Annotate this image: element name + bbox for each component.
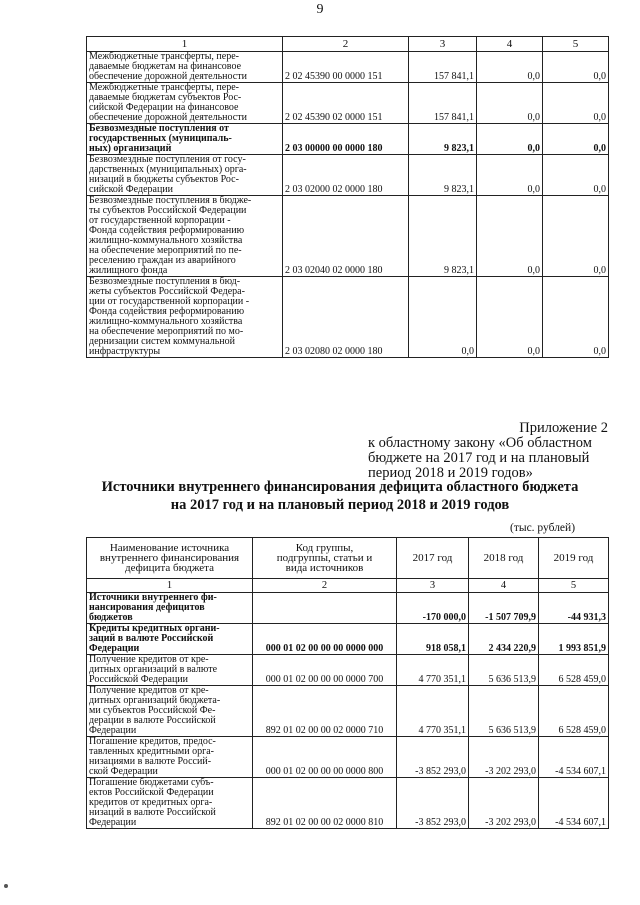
row-code: 2 02 45390 02 0000 151 — [283, 83, 409, 124]
appendix-title: Приложение 2 — [519, 420, 608, 436]
row-value-1: 4 770 351,1 — [397, 655, 469, 686]
row-value-1: 9 823,1 — [409, 155, 477, 196]
appendix-line: период 2018 и 2019 годов» — [368, 465, 533, 481]
appendix-line: к областному закону «Об областном — [368, 435, 592, 451]
table-header-row — [87, 538, 609, 579]
table-row — [87, 686, 609, 737]
row-name: Межбюджетные трансферты, пере- даваемые бюджетам субъектов Рос- сийской Федерации на финансовое обеспечение дорожной деятельности — [87, 83, 283, 124]
row-value-2: 5 636 513,9 — [469, 686, 539, 737]
row-value-2: 0,0 — [477, 52, 543, 83]
row-value-1: 157 841,1 — [409, 83, 477, 124]
section-title-line: Источники внутреннего финансирования дефицита областного бюджета — [101, 479, 579, 495]
column-number: 1 — [87, 579, 253, 593]
table-row — [87, 52, 609, 83]
header-year-2018: 2018 год — [469, 538, 539, 579]
row-value-3: 0,0 — [543, 155, 609, 196]
page-number: 9 — [316, 2, 324, 17]
row-code: 2 03 02000 02 0000 180 — [283, 155, 409, 196]
row-code: 2 03 00000 00 0000 180 — [283, 124, 409, 155]
row-value-2: 2 434 220,9 — [469, 624, 539, 655]
row-value-1: -3 852 293,0 — [397, 737, 469, 778]
row-name: Безвозмездные поступления от госу- дарственных (муниципальных) орга- низаций в бюджеты субъектов Рос- сийской Федерации — [87, 155, 283, 196]
row-value-3: 0,0 — [543, 124, 609, 155]
column-number: 4 — [477, 37, 543, 52]
column-number: 3 — [397, 579, 469, 593]
appendix-note — [368, 421, 608, 481]
appendix-line: бюджете на 2017 год и на плановый — [368, 450, 590, 466]
row-value-3: 0,0 — [543, 52, 609, 83]
row-value-3: 0,0 — [543, 277, 609, 358]
column-number: 3 — [409, 37, 477, 52]
scan-dot — [4, 884, 8, 888]
row-value-3: -44 931,3 — [539, 593, 609, 624]
column-number: 2 — [253, 579, 397, 593]
row-value-3: -4 534 607,1 — [539, 737, 609, 778]
row-name: Межбюджетные трансферты, пере- даваемые бюджетам на финансовое обеспечение дорожной деятельности — [87, 52, 283, 83]
row-name: Погашение бюджетами субъ- ектов Российской Федерации кредитов от кредитных орга- низаций в валюте Российской Федерации — [87, 778, 253, 829]
table-row — [87, 124, 609, 155]
table-header-row — [87, 37, 609, 52]
table-row — [87, 624, 609, 655]
row-value-2: -3 202 293,0 — [469, 737, 539, 778]
header-year-2017: 2017 год — [397, 538, 469, 579]
row-name: Кредиты кредитных органи- заций в валюте Российской Федерации — [87, 624, 253, 655]
section-title-line: на 2017 год и на плановый период 2018 и 2019 годов — [170, 497, 510, 513]
row-name: Получение кредитов от кре- дитных организаций в валюте Российской Федерации — [87, 655, 253, 686]
column-number: 5 — [539, 579, 609, 593]
row-value-3: 6 528 459,0 — [539, 655, 609, 686]
row-value-3: 1 993 851,9 — [539, 624, 609, 655]
row-value-1: 157 841,1 — [409, 52, 477, 83]
table-row — [87, 655, 609, 686]
row-code: 2 03 02040 02 0000 180 — [283, 196, 409, 277]
row-value-1: 918 058,1 — [397, 624, 469, 655]
row-name: Источники внутреннего фи- нансирования дефицитов бюджетов — [87, 593, 253, 624]
column-number: 2 — [283, 37, 409, 52]
row-value-3: 0,0 — [543, 196, 609, 277]
row-code: 2 03 02080 02 0000 180 — [283, 277, 409, 358]
row-code: 000 01 02 00 00 00 0000 000 — [253, 624, 397, 655]
table-row — [87, 155, 609, 196]
table-row — [87, 778, 609, 829]
section-title — [80, 478, 600, 514]
header-year-2019: 2019 год — [539, 538, 609, 579]
row-value-2: 0,0 — [477, 83, 543, 124]
column-number: 1 — [87, 37, 283, 52]
row-code — [253, 593, 397, 624]
column-numbers-row — [87, 579, 609, 593]
table-row — [87, 277, 609, 358]
row-name: Безвозмездные поступления от государственных (муниципаль- ных) организаций — [87, 124, 283, 155]
row-value-2: -3 202 293,0 — [469, 778, 539, 829]
revenue-table — [86, 36, 609, 358]
column-number: 4 — [469, 579, 539, 593]
row-code: 2 02 45390 00 0000 151 — [283, 52, 409, 83]
row-value-3: -4 534 607,1 — [539, 778, 609, 829]
row-code: 000 01 02 00 00 00 0000 700 — [253, 655, 397, 686]
row-value-2: 0,0 — [477, 277, 543, 358]
row-code: 000 01 02 00 00 00 0000 800 — [253, 737, 397, 778]
row-value-1: -170 000,0 — [397, 593, 469, 624]
row-name: Погашение кредитов, предос- тавленных кредитными орга- низациями в валюте Россий- ской Федерации — [87, 737, 253, 778]
table-row — [87, 737, 609, 778]
financing-sources-table — [86, 537, 609, 829]
row-name: Безвозмездные поступления в бюд- жеты субъектов Российской Федера- ции от государственной корпорации - Фонда содействия реформированию жилищно-коммунального хозяйства на обеспечение мероприятий по мо- дернизации систем коммунальной инфраструктуры — [87, 277, 283, 358]
header-name: Наименование источника внутреннего финансирования дефицита бюджета — [87, 538, 253, 579]
row-value-1: 9 823,1 — [409, 196, 477, 277]
row-name: Безвозмездные поступления в бюдже- ты субъектов Российской Федерации от государственной корпорации - Фонда содействия реформированию жилищно-коммунального хозяйства на обеспечение мероприятий по пе- реселению граждан из аварийного жилищного фонда — [87, 196, 283, 277]
row-value-2: 5 636 513,9 — [469, 655, 539, 686]
units-label: (тыс. рублей) — [510, 522, 576, 534]
row-value-2: 0,0 — [477, 124, 543, 155]
row-code: 892 01 02 00 00 02 0000 810 — [253, 778, 397, 829]
row-value-3: 0,0 — [543, 83, 609, 124]
header-code: Код группы, подгруппы, статьи и вида источников — [253, 538, 397, 579]
column-number: 5 — [543, 37, 609, 52]
table-row — [87, 83, 609, 124]
row-value-2: 0,0 — [477, 155, 543, 196]
row-value-1: 0,0 — [409, 277, 477, 358]
row-name: Получение кредитов от кре- дитных организаций бюджета- ми субъектов Российской Фе- дерации в валюте Российской Федерации — [87, 686, 253, 737]
row-value-1: 4 770 351,1 — [397, 686, 469, 737]
row-value-3: 6 528 459,0 — [539, 686, 609, 737]
row-value-2: 0,0 — [477, 196, 543, 277]
row-value-1: -3 852 293,0 — [397, 778, 469, 829]
table-row — [87, 196, 609, 277]
row-value-1: 9 823,1 — [409, 124, 477, 155]
table-row — [87, 593, 609, 624]
row-value-2: -1 507 709,9 — [469, 593, 539, 624]
row-code: 892 01 02 00 00 02 0000 710 — [253, 686, 397, 737]
